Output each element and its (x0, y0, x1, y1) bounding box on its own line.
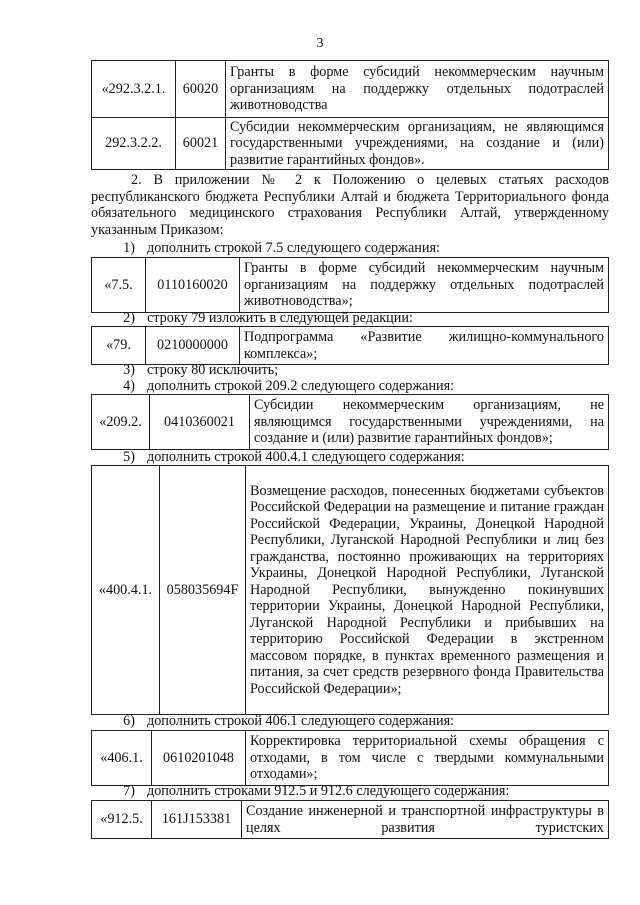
item-number: 7) (123, 783, 135, 799)
row-code: «400.4.1. (92, 466, 160, 715)
table-row (92, 395, 609, 450)
row-text: Субсидии некоммерческим организациям, не являющимся государственными учреждениями, на создание и (или) развитие гарантийных фондов». (226, 118, 609, 170)
row-code: 292.3.2.2. (92, 118, 176, 170)
item-number: 6) (123, 713, 135, 729)
table-continuation (91, 60, 609, 170)
item-text: строку 80 исключить; (147, 362, 279, 378)
list-item (91, 713, 609, 730)
item-text: дополнить строками 912.5 и 912.6 следующего содержания: (147, 783, 510, 799)
item-text: дополнить строкой 7.5 следующего содержания: (147, 240, 440, 256)
row-code: «209.2. (92, 395, 150, 450)
item-number: 2) (123, 310, 135, 326)
item-text: дополнить строкой 406.1 следующего содержания: (147, 713, 455, 729)
row-text: Корректировка территориальной схемы обращения с отходами, в том числе с твердыми коммунальными отходами»; (246, 731, 609, 786)
item-number: 5) (123, 449, 135, 465)
table-row-406-1 (91, 730, 609, 786)
list-item (91, 310, 609, 327)
list-item (91, 449, 609, 466)
row-number: 0410360021 (150, 395, 250, 450)
table-row-7-5 (91, 257, 609, 313)
item-text: дополнить строкой 400.4.1 следующего содержания: (147, 449, 465, 465)
row-code: «7.5. (92, 258, 146, 313)
paragraph-2: 2. В приложении № 2 к Положению о целевых статьях расходов республиканского бюджета Республики Алтай и бюджета Территориального фонда обязательного медицинского страхования Республики Алтай, утвержденному указанным Приказом: (91, 172, 609, 238)
row-text: Гранты в форме субсидий некоммерческим научным организациям на поддержку отдельных подотраслей животноводства (226, 61, 609, 118)
row-code: «79. (92, 327, 146, 365)
item-number: 4) (123, 378, 135, 394)
row-number: 60021 (176, 118, 226, 170)
list-item (91, 783, 609, 800)
table-row-912-5 (91, 800, 609, 839)
table-row (92, 466, 609, 715)
table-row (92, 258, 609, 313)
row-number: 0610201048 (152, 731, 246, 786)
row-text: Гранты в форме субсидий некоммерческим научным организациям на поддержку отдельных подотраслей животноводства»; (240, 258, 609, 313)
item-text: дополнить строкой 209.2 следующего содержания: (147, 378, 455, 394)
table-row-79 (91, 326, 609, 365)
row-number: 0210000000 (146, 327, 240, 365)
row-text: Подпрограмма «Развитие жилищно-коммунального комплекса»; (240, 327, 609, 365)
list-item (91, 240, 609, 257)
row-number: 0110160020 (146, 258, 240, 313)
item-number: 1) (123, 240, 135, 256)
row-number: 058035694F (160, 466, 246, 715)
row-code: «912.5. (92, 801, 152, 839)
row-text: Субсидии некоммерческим организациям, не являющимся государственными учреждениями, на создание и (или) развитие гарантийных фондов»; (250, 395, 609, 450)
page-number: 3 (316, 36, 324, 51)
table-row-400-4-1 (91, 465, 609, 715)
table-row (92, 118, 609, 170)
row-code: «292.3.2.1. (92, 61, 176, 118)
item-text: строку 79 изложить в следующей редакции: (147, 310, 413, 326)
row-text: Возмещение расходов, понесенных бюджетами субъектов Российской Федерации на размещение и питание граждан Российской Федерации, Украины, Донецкой Народной Республики, Луганской Народной Республики и лиц без гражданства, постоянно проживающих на территориях Украины, Донецкой Народной Республики, Луганской Народной Республики, вынужденно покинувших территории Украины, Донецкой Народной Республики, Луганской Народной Республики и прибывших на территорию Российской Федерации в экстренном массовом порядке, в пунктах временного размещения и питания, за счет средств резервного фонда Правительства Российской Федерации»; (246, 466, 609, 715)
table-row (92, 327, 609, 365)
table-row (92, 61, 609, 118)
table-row (92, 731, 609, 786)
list-item (91, 362, 609, 379)
table-row-209-2 (91, 394, 609, 450)
row-code: «406.1. (92, 731, 152, 786)
table-row (92, 801, 609, 839)
row-number: 60020 (176, 61, 226, 118)
list-item (91, 378, 609, 395)
row-number: 161J153381 (152, 801, 242, 839)
item-number: 3) (123, 362, 135, 378)
row-text: Создание инженерной и транспортной инфраструктуры в целях развития туристских (242, 801, 609, 839)
